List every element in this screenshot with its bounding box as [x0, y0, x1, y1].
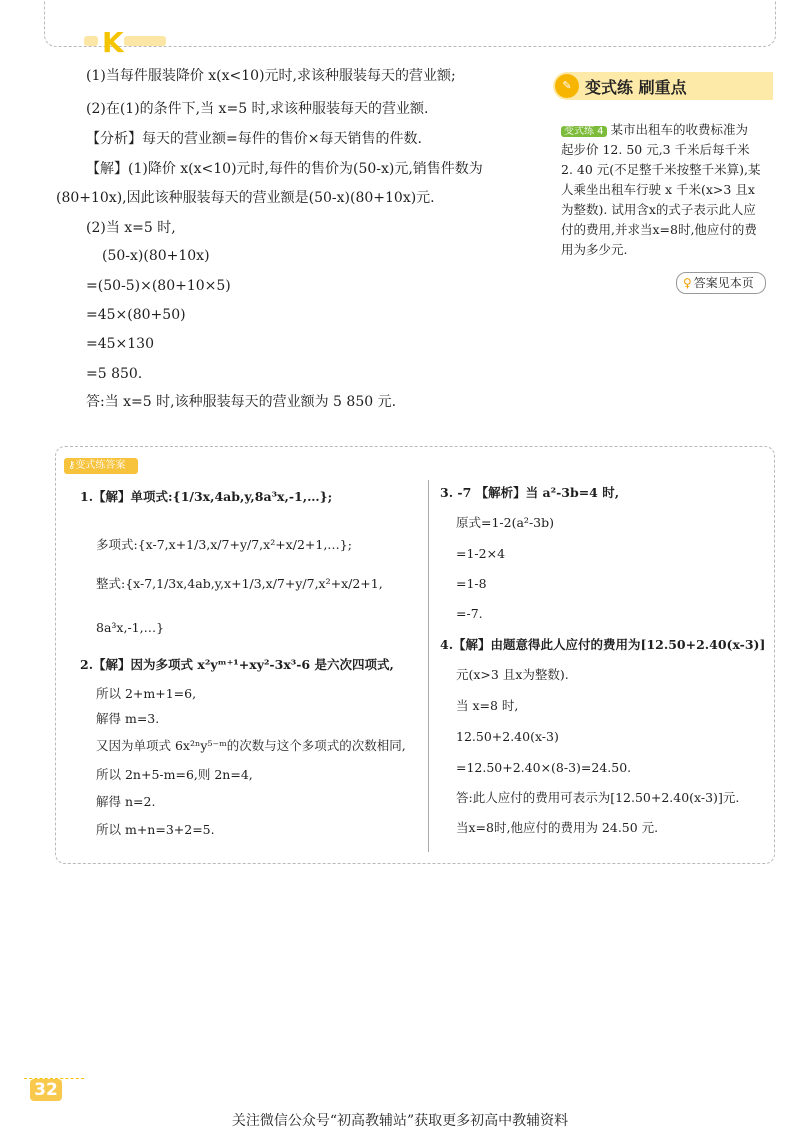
solution-line-3: (2)当 x=5 时, [86, 220, 176, 236]
answers-tab-label: 变式练答案 [75, 460, 126, 471]
footer-notice: 关注微信公众号“初高教辅站”获取更多初高中教辅资料 [231, 1113, 569, 1129]
logo-bar-left [84, 36, 98, 46]
answer-3-line-4: =1-8 [456, 576, 487, 591]
analysis-line: 【分析】每天的营业额=每件的售价×每天销售的件数. [86, 131, 422, 147]
pencil-icon: ✎ [555, 74, 579, 98]
question-part-1: (1)当每件服装降价 x(x<10)元时,求该种服装每天的营业额; [86, 68, 456, 84]
variant-practice-title: 变式练 刷重点 [585, 78, 687, 97]
exercise-line-2: 起步价 12. 50 元,3 千米后每千米 [561, 142, 750, 157]
variant-practice-header [553, 72, 773, 100]
answer-2-line-3: 解得 m=3. [96, 711, 160, 726]
answer-2-line-5: 所以 2n+5-m=6,则 2n=4, [96, 767, 253, 782]
exercise-line-7: 用为多少元. [561, 242, 628, 257]
logo-k-letter: K [102, 26, 124, 59]
answer-3-line-2: 原式=1-2(a²-3b) [456, 515, 554, 530]
answer-3-line-1: 3. -7 【解析】当 a²-3b=4 时, [440, 485, 620, 500]
answers-tab [64, 458, 138, 474]
logo-bar-right [124, 36, 166, 46]
calc-step-5: =5 850. [86, 366, 143, 382]
calc-step-3: =45×(80+50) [86, 307, 186, 323]
brand-logo [84, 26, 176, 59]
answer-1-line-2: 多项式:{x-7,x+1/3,x/7+y/7,x²+x/2+1,…}; [96, 537, 352, 552]
answer-3-line-5: =-7. [456, 606, 483, 621]
answer-4-line-4: 12.50+2.40(x-3) [456, 729, 559, 744]
exercise-text-1: 某市出租车的收费标准为 [610, 122, 749, 137]
exercise-line-3: 2. 40 元(不足整千米按整千米算),某 [561, 162, 761, 177]
answer-2-line-6: 解得 n=2. [96, 794, 156, 809]
answer-4-line-1: 4.【解】由题意得此人应付的费用为[12.50+2.40(x-3)] [440, 637, 766, 652]
exercise-line-1 [561, 121, 748, 141]
answer-1-line-3: 整式:{x-7,1/3x,4ab,y,x+1/3,x/7+y/7,x²+x/2+1, [96, 576, 383, 591]
answer-1-line-4: 8a³x,-1,…} [96, 620, 165, 635]
answer-4-line-7: 当x=8时,他应付的费用为 24.50 元. [456, 820, 659, 835]
answer-4-line-2: 元(x>3 且x为整数). [456, 667, 569, 682]
answer-link-button[interactable] [676, 272, 766, 294]
solution-line-1: 【解】(1)降价 x(x<10)元时,每件的售价为(50-x)元,销售件数为 [86, 161, 483, 177]
answer-link-label: 答案见本页 [693, 276, 754, 290]
exercise-line-5: 为整数). 试用含x的式子表示此人应 [561, 202, 756, 217]
question-part-2: (2)在(1)的条件下,当 x=5 时,求该种服装每天的营业额. [86, 101, 429, 117]
answer-1-line-1: 1.【解】单项式:{1/3x,4ab,y,8a³x,-1,…}; [80, 489, 333, 504]
solution-line-2: (80+10x),因此该种服装每天的营业额是(50-x)(80+10x)元. [56, 190, 435, 206]
calc-step-4: =45×130 [86, 336, 154, 352]
column-divider [428, 480, 429, 852]
answers-tab-key-icon: ⚷ [68, 460, 76, 471]
answer-2-line-4: 又因为单项式 6x²ⁿy⁵⁻ᵐ的次数与这个多项式的次数相同, [96, 738, 406, 753]
calc-step-1: (50-x)(80+10x) [102, 248, 210, 264]
exercise-badge: 变式练 4 [561, 126, 607, 137]
answer-4-line-6: 答:此人应付的费用可表示为[12.50+2.40(x-3)]元. [456, 790, 740, 805]
answer-4-line-5: =12.50+2.40×(8-3)=24.50. [456, 760, 632, 775]
exercise-line-4: 人乘坐出租车行驶 x 千米(x>3 且x [561, 182, 755, 197]
exercise-line-6: 付的费用,并求当x=8时,他应付的费 [561, 222, 757, 237]
answer-line: 答:当 x=5 时,该种服装每天的营业额为 5 850 元. [86, 394, 397, 410]
answer-2-line-1: 2.【解】因为多项式 x²yᵐ⁺¹+xy²-3x³-6 是六次四项式, [80, 657, 394, 672]
answer-4-line-3: 当 x=8 时, [456, 698, 519, 713]
answer-3-line-3: =1-2×4 [456, 546, 506, 561]
answer-2-line-2: 所以 2+m+1=6, [96, 686, 197, 701]
page-number: 32 [30, 1079, 62, 1101]
key-icon: ♀ [683, 276, 692, 290]
calc-step-2: =(50-5)×(80+10×5) [86, 278, 231, 294]
answer-2-line-7: 所以 m+n=3+2=5. [96, 822, 215, 837]
